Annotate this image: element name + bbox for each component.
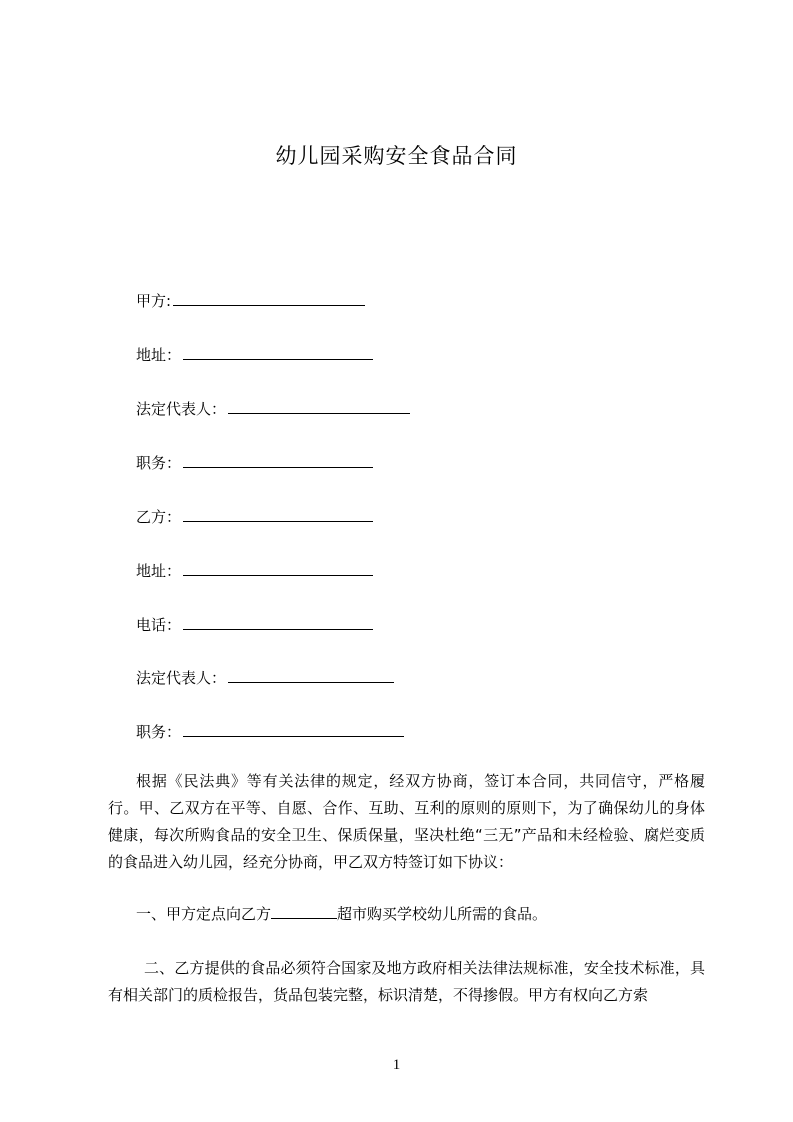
blank-line [183,615,373,630]
field-position-b [136,721,404,743]
blank-line [271,904,337,919]
field-label: 法定代表人： [136,669,227,687]
blank-line [228,668,394,683]
field-phone-b [136,614,373,636]
field-party-a [136,290,365,312]
field-label: 乙方： [136,508,182,526]
blank-line [183,507,373,522]
clause-1 [136,903,547,925]
blank-line [173,291,365,306]
field-label: 甲方: [136,292,172,310]
clause-1-prefix: 一、甲方定点向乙方 [136,905,272,923]
field-address-b [136,560,373,582]
field-label: 法定代表人： [136,400,227,418]
document-title: 幼儿园采购安全食品合同 [275,144,518,168]
field-legal-rep-b [136,667,394,689]
clause-1-suffix: 超市购买学校幼儿所需的食品。 [337,905,548,923]
field-label: 职务： [136,723,182,741]
blank-line [183,722,404,737]
blank-line [183,561,373,576]
field-party-b [136,506,373,528]
intro-paragraph: 根据《民法典》等有关法律的规定，经双方协商，签订本合同，共同信守，严格履行。甲、乙双方在平等、自愿、合作、互助、互利的原则的原则下，为了确保幼儿的身体健康，每次所购食品的安全卫生、保质保量，坚决杜绝“三无”产品和未经检验、腐烂变质的食品进入幼儿园，经充分协商，甲乙双方特签订如下协议： [108,772,705,871]
blank-line [183,345,373,360]
field-label: 职务： [136,454,182,472]
page-number: 1 [392,1057,401,1073]
field-address-a [136,344,373,366]
field-legal-rep-a [136,398,410,420]
field-label: 地址： [136,346,182,364]
field-label: 地址： [136,562,182,580]
field-position-a [136,452,373,474]
blank-line [228,399,410,414]
clause-2: 二、乙方提供的食品必须符合国家及地方政府相关法律法规标准，安全技术标准，具有相关部门的质检报告，货品包装完整，标识清楚，不得掺假。甲方有权向乙方索 [108,959,705,1004]
field-label: 电话： [136,616,182,634]
blank-line [183,453,373,468]
